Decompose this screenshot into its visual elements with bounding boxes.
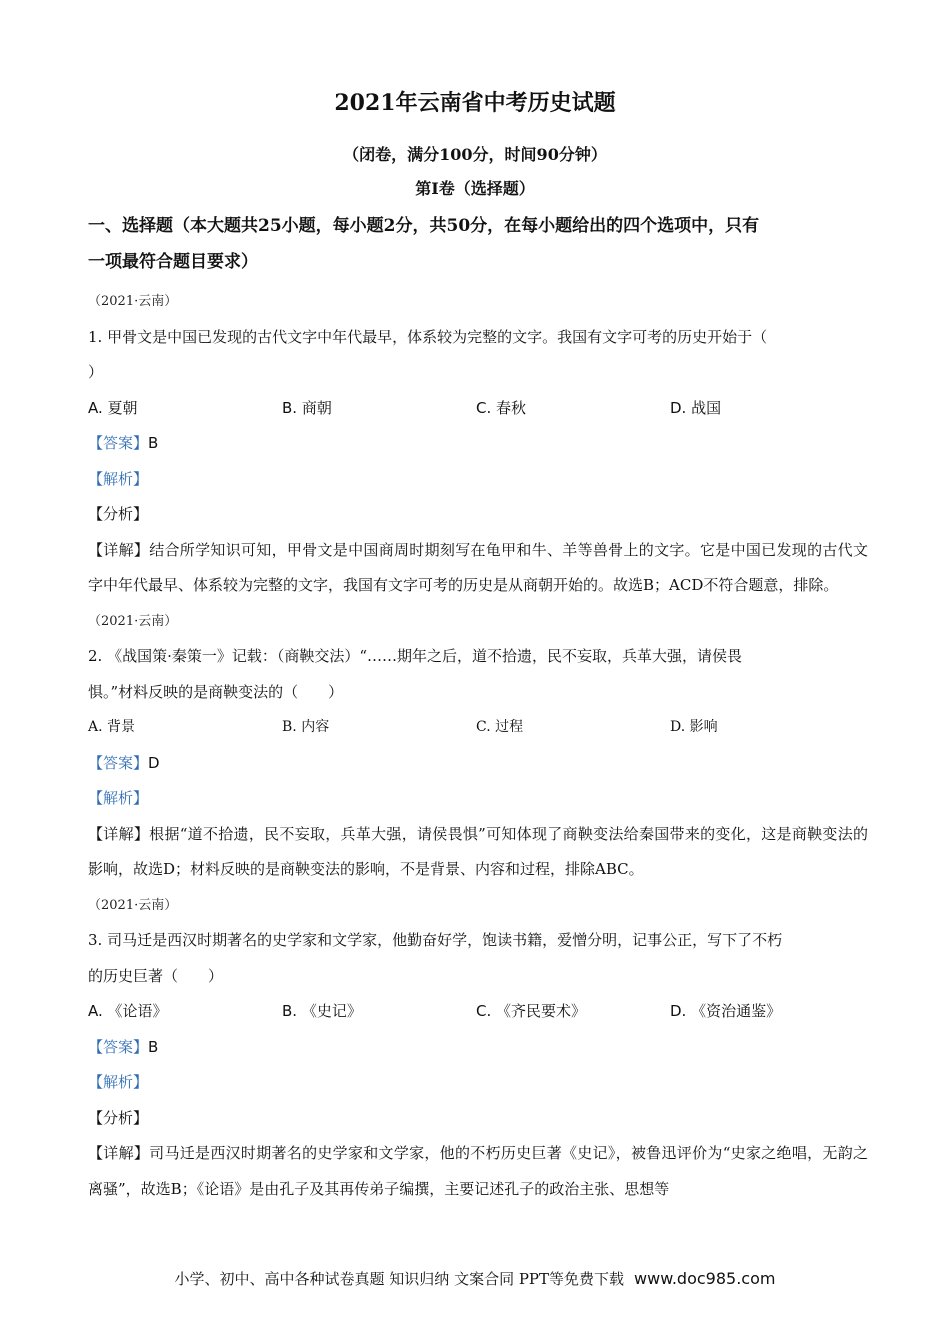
option-text: 《资治通鉴》: [686, 1002, 782, 1020]
question-stem-line2: ）: [88, 363, 104, 381]
question-1: [88, 284, 868, 604]
option-text: 春秋: [491, 398, 527, 417]
option-d: [670, 994, 864, 1030]
option-letter: B.: [282, 719, 297, 735]
detail-label: 【详解】: [88, 540, 150, 559]
analysis-line: [88, 781, 868, 817]
answer-line: [88, 426, 868, 462]
question-source: （2021·云南）: [88, 294, 178, 309]
answer-label: 【答案】: [88, 753, 149, 772]
analysis-line: [88, 462, 868, 498]
footer-text: 小学、初中、高中各种试卷真题 知识归纳 文案合同 PPT等免费下载: [174, 1270, 625, 1288]
page-title: 2021年云南省中考历史试题: [334, 90, 616, 116]
options-row: [88, 391, 868, 427]
option-text: 夏朝: [102, 398, 138, 417]
analysis-label: 【解析】: [88, 469, 149, 488]
question-stem-line1: 2. 《战国策·秦策一》记载：（商鞅交法）“……期年之后，道不拾遗，民不妄取，兵革大强，请侯畏: [88, 647, 743, 665]
section-heading: [88, 208, 868, 280]
question-stem-line1: 3. 司马迁是西汉时期著名的史学家和文学家，他勤奋好学，饱读书籍，爱憎分明，记事公正，写下了不朽: [88, 931, 783, 949]
detail-paragraph: [88, 817, 868, 888]
fenxi-label: 【分析】: [88, 1108, 149, 1127]
section-heading-line2: 一项最符合题目要求）: [88, 252, 258, 272]
option-letter: C.: [476, 1002, 492, 1020]
answer-label: 【答案】: [88, 1037, 149, 1056]
section-heading-line1: 一、选择题（本大题共25小题，每小题2分，共50分，在每小题给出的四个选项中，只有: [88, 216, 760, 236]
paper-part-heading: 第Ⅰ卷（选择题）: [415, 179, 535, 198]
option-letter: B.: [282, 398, 298, 417]
exam-subtitle: （闭卷，满分100分，时间90分钟）: [343, 145, 607, 164]
option-b: [282, 994, 476, 1030]
analysis-label: 【解析】: [88, 789, 149, 807]
detail-text: 司马迁是西汉时期著名的史学家和文学家，他的不朽历史巨著《史记》，被鲁迅评价为“史家之绝唱，无韵之离骚”，故选B；《论语》是由孔子及其再传弟子编撰，主要记述孔子的政治主张、思想等: [88, 1144, 868, 1198]
option-letter: D.: [670, 719, 686, 735]
option-a: [88, 710, 282, 746]
option-text: 背景: [102, 719, 136, 735]
option-letter: A.: [88, 1002, 103, 1020]
option-c: [476, 391, 670, 427]
analysis-line: [88, 1065, 868, 1101]
option-letter: B.: [282, 1002, 298, 1020]
analysis-label: 【解析】: [88, 1073, 149, 1091]
option-a: [88, 994, 282, 1030]
answer-value: B: [148, 1037, 159, 1056]
detail-text: 结合所学知识可知，甲骨文是中国商周时期刻写在龟甲和牛、羊等兽骨上的文字。它是中国已发现的古代文字中年代最早、体系较为完整的文字，我国有文字可考的历史是从商朝开始的。故选B；ACD不符合题意，排除。: [88, 540, 868, 594]
option-letter: C.: [476, 719, 491, 735]
question-2: [88, 604, 868, 888]
option-text: 影响: [685, 719, 718, 735]
page-footer: [0, 1268, 950, 1289]
questions-content: [88, 284, 868, 1207]
answer-value: D: [148, 753, 160, 772]
fenxi-line: [88, 1101, 868, 1137]
option-text: 战国: [686, 398, 722, 417]
option-letter: A.: [88, 719, 103, 735]
question-stem-line1: 1. 甲骨文是中国已发现的古代文字中年代最早，体系较为完整的文字。我国有文字可考的历史开始于（: [88, 327, 768, 346]
option-c: [476, 710, 670, 746]
option-b: [282, 391, 476, 427]
fenxi-label: 【分析】: [88, 505, 149, 523]
option-text: 过程: [490, 719, 524, 735]
option-letter: A.: [88, 398, 103, 417]
question-source: （2021·云南）: [88, 613, 178, 629]
question-stem-line2: 惧。”材料反映的是商鞅变法的（ ）: [88, 682, 344, 701]
detail-text: 根据“道不拾遗，民不妄取，兵革大强，请侯畏惧”可知体现了商鞅变法给秦国带来的变化，这是商鞅变法的影响，故选D；材料反映的是商鞅变法的影响，不是背景、内容和过程，排除ABC。: [88, 824, 868, 878]
option-text: 商朝: [297, 398, 332, 417]
option-c: [476, 994, 670, 1030]
option-a: [88, 391, 282, 427]
question-3: [88, 888, 868, 1208]
option-letter: D.: [670, 1002, 687, 1020]
detail-paragraph: [88, 1136, 868, 1207]
option-letter: D.: [670, 398, 687, 417]
answer-value: B: [148, 434, 159, 452]
question-source: （2021·云南）: [88, 897, 178, 913]
question-stem-line2: 的历史巨著（ ）: [88, 966, 224, 985]
option-text: 内容: [296, 719, 330, 735]
option-text: 《齐民要术》: [491, 1002, 587, 1020]
option-text: 《论语》: [102, 1002, 168, 1020]
option-text: 《史记》: [297, 1002, 362, 1020]
answer-line: [88, 1030, 868, 1066]
options-row: [88, 994, 868, 1030]
fenxi-line: [88, 497, 868, 533]
answer-line: [88, 746, 868, 782]
options-row: [88, 710, 868, 746]
detail-paragraph: [88, 533, 868, 604]
option-d: [670, 710, 864, 746]
footer-site-link[interactable]: www.doc985.com: [634, 1269, 776, 1288]
option-d: [670, 391, 864, 427]
option-b: [282, 710, 476, 746]
answer-label: 【答案】: [88, 434, 149, 452]
option-letter: C.: [476, 398, 492, 417]
detail-label: 【详解】: [88, 824, 150, 843]
detail-label: 【详解】: [88, 1144, 150, 1162]
